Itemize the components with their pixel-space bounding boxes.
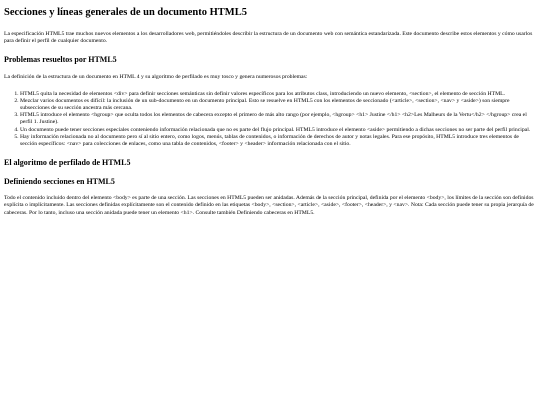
defining-paragraph: Todo el contenido incluido dentro del elemento <body> es parte de una sección. Las secciones en HTML5 pueden ser anidadas. Además de la sección principal, definida por el elemento <body>, los límites de la sección son definidos explícita o implícitamente. Las secciones definidas explícitamente son el contenido definido en las etiquetas <body>, <section>, <article>, <aside>, <footer>, <header>, y <nav>. Nota: Cada sección puede tener su propia jerarquía de cabeceras. Por lo tanto, incluso una sección anidada puede tener un elemento <h1>. Consulte también Definiendo cabeceras en HTML5. xyxy=(4,195,534,216)
list-item: 3. HTML5 introduce el elemento <hgroup> que oculta todos los elementos de cabecera excepto el primero de más alto rango (por ejemplo, <hgroup> <h1> Justine </h1> <h2>Les Malheurs de la Vertu</h2> </hgroup> crea el perfil 1. Justine). xyxy=(20,112,536,126)
intro-paragraph: La especificación HTML5 trae muchos nuevos elementos a los desarrolladores web, permitiéndoles describir la estructura de un documento web con semántica estandarizada. Este documento describe estos elementos y cómo usarlos para definir el perfil de cualquier documento. xyxy=(4,31,533,45)
page-title: Secciones y líneas generales de un documento HTML5 xyxy=(4,7,247,18)
list-item: 4. Un documento puede tener secciones especiales conteniendo información relacionada que no es parte del flujo principal. HTML5 introduce el elemento <aside> permitiendo a dichas secciones no ser parte del perfil principal. xyxy=(20,127,536,134)
problems-lead-paragraph: La definición de la estructura de un documento en HTML 4 y su algoritmo de perfilado es muy tosco y genera numerosos problemas: xyxy=(4,74,308,81)
problems-list xyxy=(4,91,536,149)
section-heading-defining: Definiendo secciones en HTML5 xyxy=(4,177,115,187)
list-item: 2. Mezclar varios documentos es difícil: la inclusión de un sub-documento en un documento principal. Esto se resuelve en HTML5 con los elementos de seccionado (<article>, <section>, <nav> y <aside>) son siempre subsecciones de su sección ancestra más cercana. xyxy=(20,98,536,112)
list-item: 5. Hay información relacionada no al documento pero sí al sitio entero, como logos, menús, tablas de contenidos, o información de derechos de autor y notas legales. Para ese propósito, HTML5 introduce tres elementos de sección específicos: <nav> para colecciones de enlaces, como una tabla de contenidos, <footer> y <header> información relacionada con el sitio. xyxy=(20,134,536,148)
section-heading-problems: Problemas resueltos por HTML5 xyxy=(4,55,117,65)
list-item: 1. HTML5 quita la necesidad de elementos <div> para definir secciones semánticas sin definir valores específicos para los atributos class, introduciendo un nuevo elemento, <section>, el elemento de sección HTML. xyxy=(20,91,536,98)
section-heading-algorithm: El algoritmo de perfilado de HTML5 xyxy=(4,158,131,168)
